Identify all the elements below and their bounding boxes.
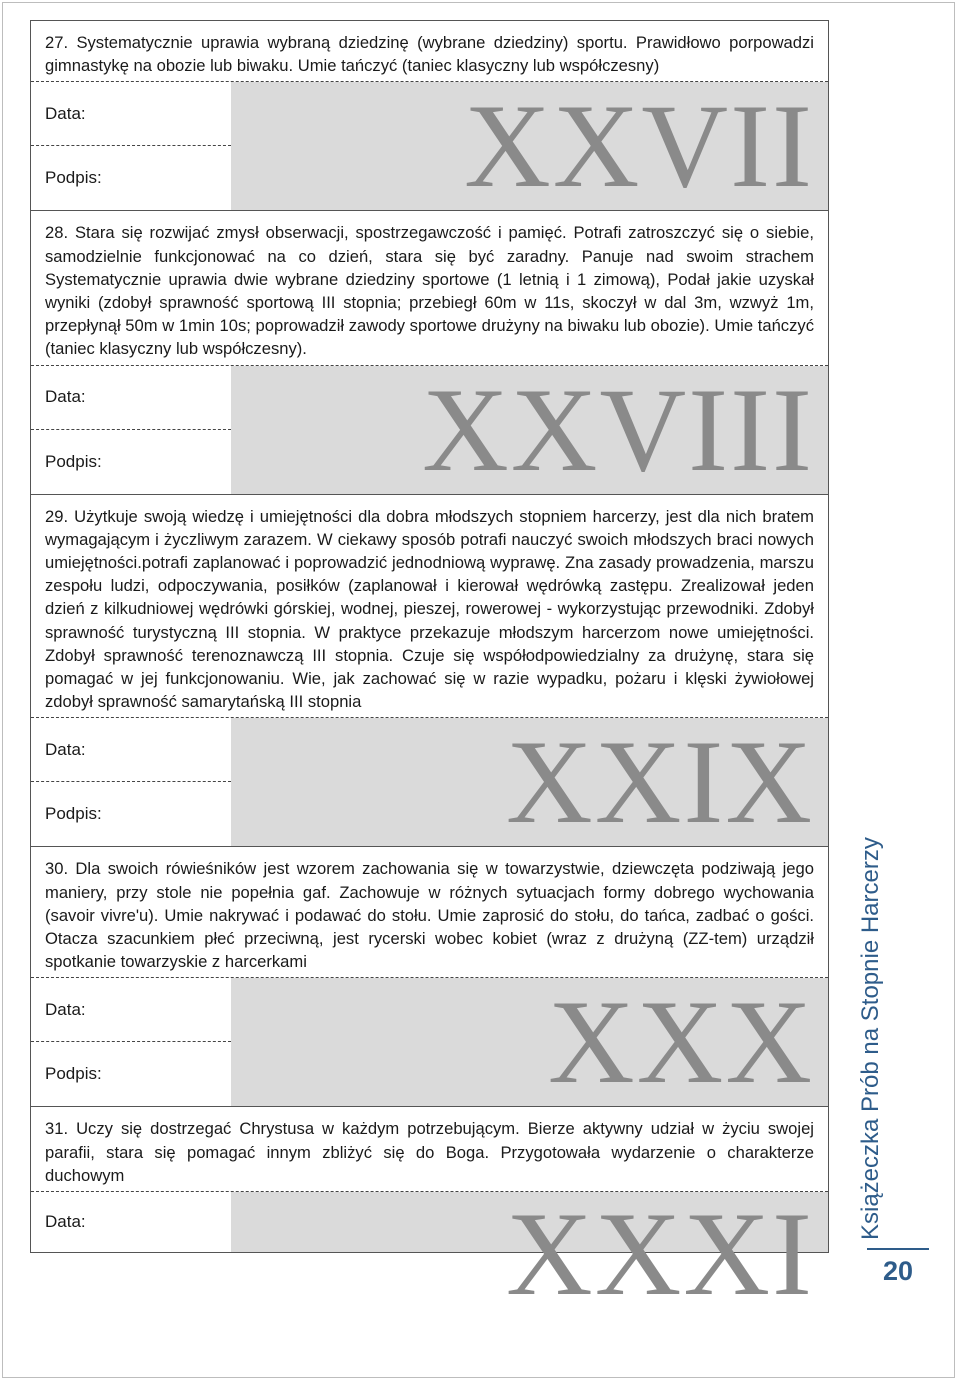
date-field[interactable]: [31, 718, 231, 782]
roman-numeral: XXX: [548, 975, 814, 1109]
signature-field[interactable]: [31, 146, 231, 210]
signature-label: Podpis:: [45, 1064, 102, 1084]
trial-requirement-text: 28. Stara się rozwijać zmysł obserwacji, spostrzegawczość i pamięć. Potrafi zatroszczyć się o siebie, samodzielnie funkcjonować na co dzień, stara się być zaradny. Panuje nad swoim strachem Systematycznie uprawia dwie wybrane dziedziny sportowe (1 letnią i 1 zimową), Podał jakie uzyskał wyniki (zdobył sprawność sportową III stopnia; przebiegł 60m w 11s, skoczył w dal 3m, wzwyż 1m, przepłynął 50m w 1min 10s; poprowadził zawody sportowe drużyny na biwaku lub obozie). Umie tańczyć (taniec klasyczny lub współczesny).: [45, 223, 814, 359]
date-field[interactable]: [31, 82, 231, 146]
trial-requirement-text: 27. Systematycznie uprawia wybraną dziedzinę (wybrane dziedziny) sportu. Prawidłowo porpowadzi gimnastykę na obozie lub biwaku. Umie tańczyć (taniec klasyczny lub współczesny): [45, 33, 814, 76]
numeral-panel: [231, 715, 828, 849]
signature-fields: [31, 978, 231, 1106]
trial-item-31: [31, 1107, 828, 1321]
numeral-panel: [231, 362, 828, 496]
signature-field[interactable]: [31, 1042, 231, 1106]
signature-field[interactable]: [31, 782, 231, 846]
signature-field[interactable]: [31, 430, 231, 494]
date-label: Data:: [45, 739, 86, 759]
trial-item-27: [31, 21, 828, 211]
date-label: Data:: [45, 1212, 86, 1232]
trial-requirement-text: 30. Dla swoich rówieśników jest wzorem zachowania się w towarzystwie, dziewczęta podziwają jego maniery, przy stole nie popełnia gaf. Zachowuje w różnych sytuacjach formy dobrego wychowania (savoir vivre'u). Umie nakrywać i podawać do stołu. Umie zaprosić do stołu, do tańca, zadbać o gości. Otacza szacunkiem płeć przeciwną, jest rycerski wobec kobiet (wraz z drużyną (ZZ-tem) urządził spotkanie towarzyskie z harcerkami: [45, 859, 814, 972]
roman-numeral: XXVII: [464, 79, 814, 213]
signature-fields: [31, 1192, 231, 1252]
signature-box: [31, 81, 828, 211]
roman-numeral: XXVIII: [422, 362, 814, 496]
signature-box: [31, 977, 828, 1107]
trial-item-29: [31, 495, 828, 848]
signature-fields: [31, 366, 231, 494]
signature-label: Podpis:: [45, 168, 102, 188]
numeral-panel: [231, 79, 828, 213]
roman-numeral: XXXI: [506, 1187, 814, 1321]
date-label: Data:: [45, 999, 86, 1019]
signature-label: Podpis:: [45, 451, 102, 471]
signature-fields: [31, 82, 231, 210]
signature-box: [31, 362, 828, 496]
signature-label: Podpis:: [45, 804, 102, 824]
numeral-panel: [231, 975, 828, 1109]
title-divider: [867, 1248, 929, 1250]
trial-requirement-text: 29. Użytkuje swoją wiedzę i umiejętności dla dobra młodszych stopniem harcerzy, jest dla nich bratem wymagającym i życzliwym zarazem. W ciekawy sposób potrafi nauczyć swoich młodszych braci nowych umiejętności.potrafi zaplanować i poprowadzić jednodniową wyprawę. Zna zasady prowadzenia, marszu zespołu ludzi, odpoczywania, posiłków (zaplanował i kierował wędrówką zastępu. Zrealizował jeden dzień z kilkudniowej wędrówki górskiej, wodnej, pieszej, rowerowej - wykorzystując przewodniki. Zdobył sprawność turystyczną III stopnia. W praktyce przekazuje młodszym harcerzom nowe umiejętności. Zdobył sprawność terenoznawczą III stopnia. Czuje się współodpowiedzialny za drużynę, stara się pomagać w jej funkcjonowaniu. Wie, jak zachować się w razie wypadku, pożaru i klęski żywiołowej zdobył sprawność samarytańską III stopnia: [45, 506, 814, 712]
date-label: Data:: [45, 387, 86, 407]
trial-item-28: [31, 211, 828, 494]
trial-list: [30, 20, 829, 1321]
trial-requirement-text: 31. Uczy się dostrzegać Chrystusa w każdym potrzebującym. Bierze aktywny udział w życiu swojej parafii, stara się pomagać innym zbliżyć się do Boga. Przygotowała wydarzenie o charakterze duchowym: [45, 1119, 814, 1185]
date-field[interactable]: [31, 366, 231, 430]
date-field[interactable]: [31, 978, 231, 1042]
date-label: Data:: [45, 103, 86, 123]
page-number: 20: [882, 1256, 914, 1286]
roman-numeral: XXIX: [506, 715, 814, 849]
numeral-panel: [231, 1187, 828, 1321]
signature-fields: [31, 718, 231, 846]
signature-box: [31, 1187, 828, 1321]
trial-item-30: [31, 847, 828, 1107]
date-field[interactable]: [31, 1192, 231, 1252]
signature-box: [31, 717, 828, 847]
booklet-title: Książeczka Prób na Stopnie Harcerzy: [857, 837, 884, 1240]
